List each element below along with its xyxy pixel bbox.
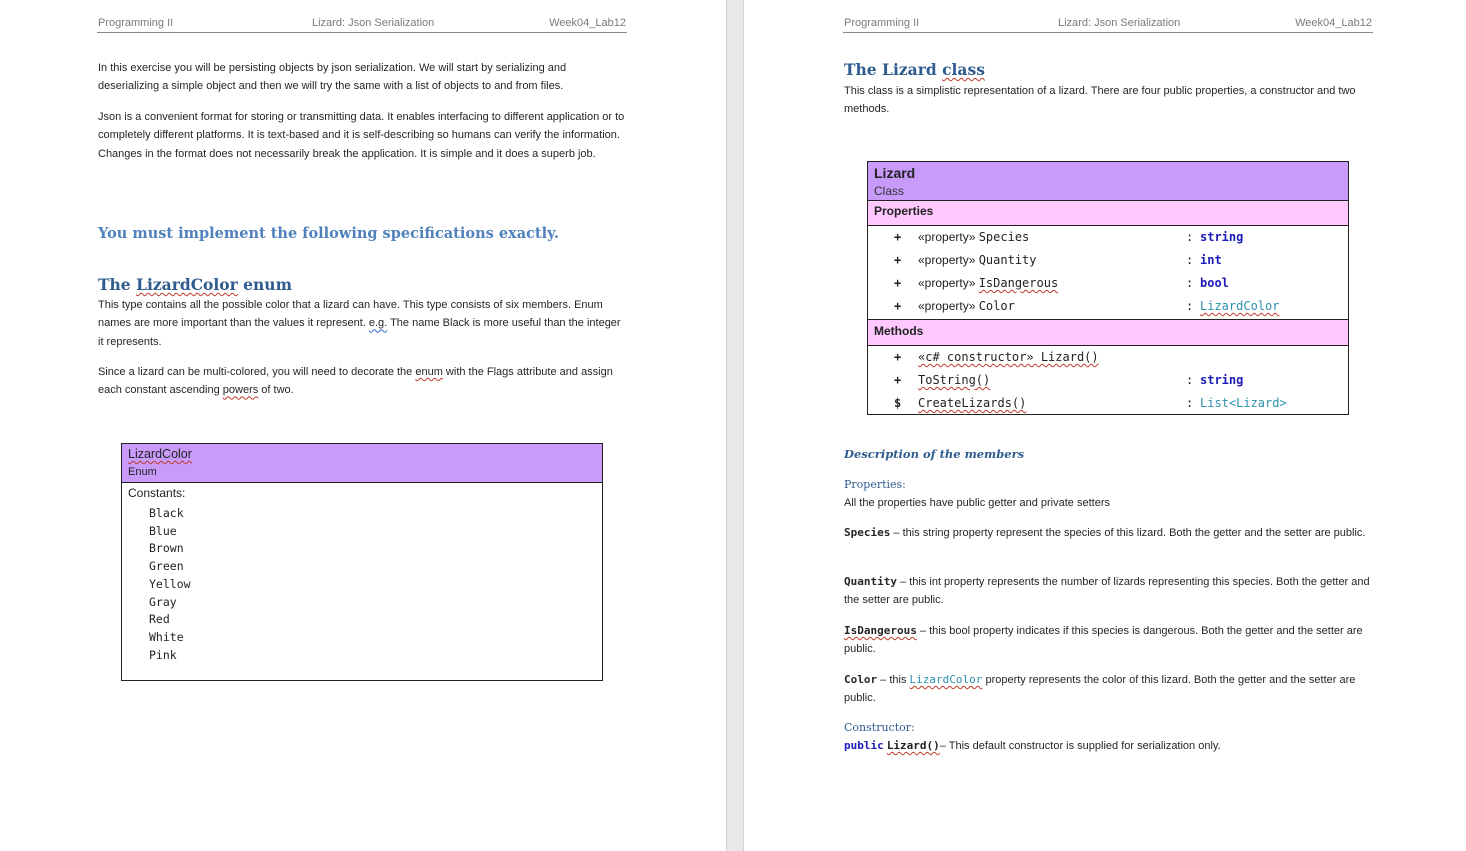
page-header-right: [843, 16, 1373, 33]
enum-p2-powers-word: powers: [222, 384, 259, 397]
enum-constant: Pink: [149, 647, 177, 662]
enum-uml-box: [121, 443, 603, 681]
class-uml-kind: Class: [874, 184, 905, 198]
property-type: bool: [1200, 276, 1229, 290]
intro-paragraph-1: In this exercise you will be persisting objects by json serialization. We will start by serializing and deserializing a simple object and then we will try the same with a list of objects to and from files.: [98, 62, 567, 93]
enum-uml-header: [122, 444, 602, 483]
method-signature: CreateLizards(): [918, 396, 1027, 410]
property-signature: [918, 299, 1015, 313]
property-row: [868, 249, 1348, 272]
color-desc-type: LizardColor: [909, 673, 983, 686]
property-signature: [918, 253, 1037, 267]
enum-uml-kind: Enum: [128, 466, 157, 478]
enum-p2-text-c: of two.: [258, 384, 294, 397]
class-section-heading: [844, 60, 985, 79]
class-uml-box: [867, 161, 1349, 415]
enum-section-heading: [98, 275, 292, 294]
method-visibility: +: [894, 373, 902, 387]
constructor-subheading: Constructor:: [844, 721, 915, 734]
method-row: [868, 369, 1348, 392]
enum-constant: Red: [149, 612, 170, 627]
header-week: Week04_Lab12: [549, 17, 626, 29]
enum-constant: Black: [149, 506, 184, 520]
enum-constant: Green: [149, 559, 184, 574]
property-name: Species: [978, 230, 1030, 244]
property-type: string: [1200, 230, 1244, 244]
document-page-left: [0, 0, 726, 851]
property-row: [868, 226, 1348, 249]
methods-label: Methods: [874, 324, 924, 338]
header-topic-right: Lizard: Json Serialization: [1058, 17, 1181, 29]
quantity-name: Quantity: [844, 575, 897, 588]
class-paragraph: This class is a simplistic representation of a lizard. There are four public properties, a constructor and two methods.: [844, 85, 1356, 116]
enum-constant: Gray: [149, 594, 177, 609]
enum-constant: Blue: [149, 523, 177, 538]
property-colon: :: [1186, 230, 1194, 244]
property-signature: [918, 230, 1029, 244]
property-visibility: +: [894, 299, 902, 313]
header-week-right: Week04_Lab12: [1295, 17, 1372, 29]
method-visibility: +: [894, 350, 902, 364]
constructor-description: [844, 737, 1372, 755]
quantity-description: [844, 573, 1372, 610]
header-course-right: Programming II: [844, 17, 920, 29]
constructor-name: Lizard(): [886, 739, 940, 752]
property-row: [868, 295, 1348, 318]
enum-p2-text-a: Since a lizard can be multi-colored, you will need to decorate the: [98, 366, 416, 378]
property-visibility: +: [894, 276, 902, 290]
property-name: Quantity: [978, 253, 1037, 267]
method-visibility: $: [894, 396, 902, 410]
description-heading: Description of the members: [844, 447, 1025, 461]
class-heading-prefix: The Lizard: [844, 60, 943, 79]
property-stereotype: «property»: [918, 230, 979, 244]
enum-constant: White: [149, 629, 184, 644]
species-name: Species: [844, 526, 891, 539]
color-description: [844, 671, 1372, 708]
property-type: LizardColor: [1200, 299, 1280, 313]
property-colon: :: [1186, 276, 1194, 290]
intro-paragraph-2: Json is a convenient format for storing or transmitting data. It enables interfacing to different application or to completely different platforms. It is text-based and it is self-describing so humans can verify the information. Changes in the format does not necessarily break the application. It is simple and it does a superb job.: [98, 111, 625, 160]
constructor-desc-text: – This default constructor is supplied for serialization only.: [939, 740, 1221, 752]
enum-heading-suffix: enum: [237, 275, 292, 294]
quantity-desc-text: – this int property represents the number of lizards representing this species. Both the getter and the setter are public.: [844, 576, 1370, 607]
property-stereotype: «property»: [918, 253, 979, 267]
enum-paragraph-1: [98, 296, 628, 351]
property-name: Color: [978, 299, 1015, 313]
isdangerous-name: IsDangerous: [844, 624, 917, 637]
color-name: Color: [844, 673, 878, 686]
class-uml-header: [868, 162, 1348, 200]
property-type: int: [1200, 253, 1222, 267]
species-desc-text: – this string property represent the species of this lizard. Both the getter and the setter are public.: [890, 527, 1366, 539]
color-desc-text-b: property represents the color of this lizard. Both the getter and the setter are public.: [844, 674, 1356, 705]
property-name: IsDangerous: [978, 276, 1059, 290]
method-colon: :: [1186, 396, 1194, 410]
page-gutter: [726, 0, 744, 851]
property-row: [868, 272, 1348, 295]
properties-subheading: Properties:: [844, 478, 906, 491]
enum-p2-text-b: with the Flags attribute and assign each constant ascending: [98, 366, 613, 397]
constructor-keyword: public: [844, 739, 884, 752]
enum-p2-enum-word: enum: [415, 366, 443, 378]
must-implement-heading: You must implement the following specifications exactly.: [98, 225, 559, 242]
method-signature: «c# constructor» Lizard(): [918, 350, 1099, 364]
isdangerous-description: [844, 622, 1372, 659]
enum-p1-text-b: The name Black is more useful than the integer it represents.: [98, 317, 621, 348]
enum-constants-label: Constants:: [128, 486, 186, 500]
enum-paragraph-2: [98, 363, 628, 400]
properties-intro: All the properties have public getter and private setters: [844, 497, 1110, 509]
property-visibility: +: [894, 253, 902, 267]
class-uml-name: Lizard: [874, 165, 916, 181]
method-colon: :: [1186, 373, 1194, 387]
property-signature: [918, 276, 1058, 290]
properties-label: Properties: [874, 204, 934, 218]
property-stereotype: «property»: [918, 276, 979, 290]
enum-p1-text-a: This type contains all the possible color that a lizard can have. This type consists of six members. Enum names are more important than the values it represent.: [98, 299, 603, 330]
property-colon: :: [1186, 299, 1194, 313]
enum-constant: Yellow: [149, 576, 191, 591]
methods-list: [868, 346, 1348, 414]
enum-constant: Brown: [149, 541, 184, 556]
enum-constants-list: [149, 505, 602, 664]
class-heading-class-word: class: [942, 60, 985, 79]
enum-heading-name: LizardColor: [136, 275, 238, 294]
property-colon: :: [1186, 253, 1194, 267]
page-header: [97, 16, 627, 33]
enum-uml-body: [122, 483, 602, 664]
method-row: [868, 346, 1348, 369]
isdangerous-desc-text: – this bool property indicates if this species is dangerous. Both the getter and the setter are public.: [844, 625, 1363, 656]
header-course: Programming II: [98, 17, 174, 29]
property-stereotype: «property»: [918, 299, 979, 313]
properties-section-header: [868, 200, 1348, 226]
header-topic: Lizard: Json Serialization: [312, 17, 435, 29]
method-return-type: string: [1200, 373, 1244, 387]
method-return-type: List<Lizard>: [1200, 396, 1287, 410]
properties-list: [868, 226, 1348, 319]
property-visibility: +: [894, 230, 902, 244]
enum-p1-eg: e.g.: [368, 317, 388, 330]
method-row: [868, 392, 1348, 415]
method-signature: ToString(): [918, 373, 991, 387]
methods-section-header: [868, 319, 1348, 346]
color-desc-text-a: – this: [877, 674, 910, 686]
enum-uml-name: LizardColor: [128, 447, 192, 461]
enum-heading-prefix: The: [98, 275, 137, 294]
species-description: [844, 524, 1372, 542]
